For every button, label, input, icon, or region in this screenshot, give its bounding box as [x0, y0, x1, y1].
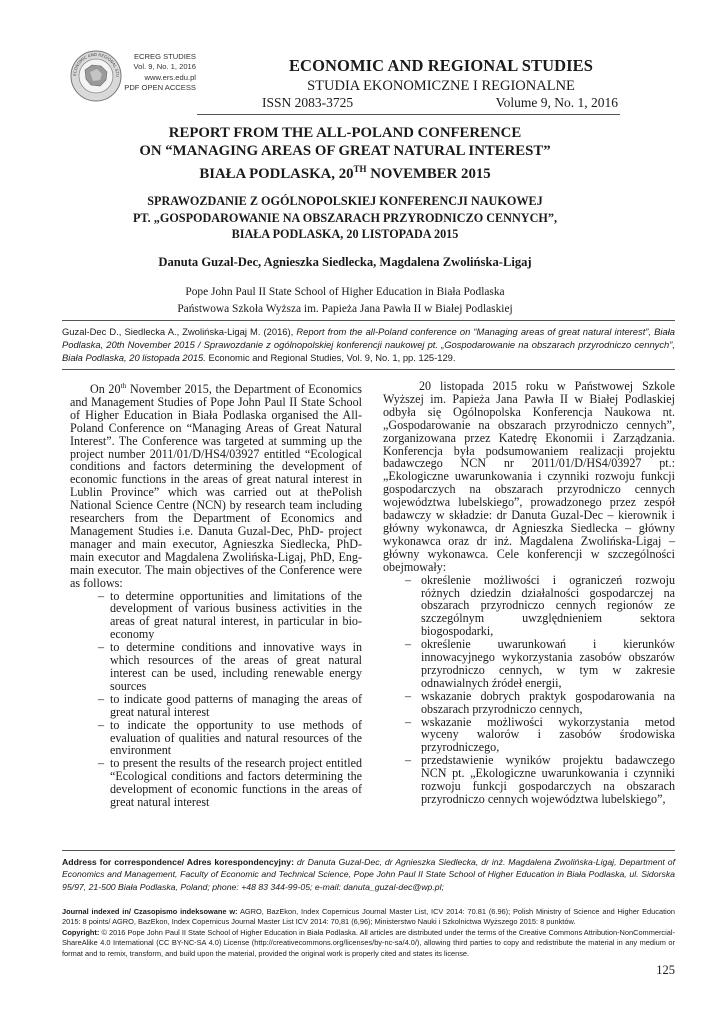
title-line: SPRAWOZDANIE Z OGÓLNOPOLSKIEJ KONFERENCJI NAUKOWEJ: [147, 194, 543, 208]
title-line: ON “MANAGING AREAS OF GREAT NATURAL INTEREST”: [139, 143, 551, 159]
journal-title: ECONOMIC AND REGIONAL STUDIES: [288, 56, 594, 75]
list-item: – przedstawienie wyników projektu badawczego NCN pt. „Ekologiczne uwarunkowania i czynniki rozwoju funkcji gospodarczych na obszarach przyrodniczo cennych województwa lubelskiego”,: [405, 753, 675, 806]
copyright-note: Copyright: © 2016 Pope John Paul II State School of Higher Education in Biała Podlaska. All articles are distributed under the terms of the Creative Commons Attribution-NonCommercial-ShareAlike 4.0 International (CC BY-NC-SA 4.0) License (http://creativecommons.org/licenses/by-nc-sa/4.0/), allowing third parties to copy and redistribute the material in any medium or format and to remix, transform, and build upon the material, provided the original work is properly cited and states its license.: [62, 927, 675, 958]
objectives-list-pl: [383, 574, 675, 806]
meta-line: Vol. 9, No. 1, 2016: [133, 62, 196, 72]
header-divider: [197, 114, 620, 115]
list-item: – wskazanie dobrych praktyk gospodarowania na obszarach przyrodniczo cennych,: [405, 688, 675, 716]
affiliation: [70, 284, 620, 317]
affiliation-en: Pope John Paul II State School of Higher Education in Biała Podlaska: [185, 286, 505, 298]
indexing-and-copyright: [62, 907, 675, 959]
affiliation-pl: Państwowa Szkoła Wyższa im. Papieża Jana Pawła II w Białej Podlaskiej: [177, 302, 513, 315]
svg-text:ECONOMIC AND REGIONAL STUDIES: ECONOMIC AND REGIONAL STU: [71, 51, 121, 78]
list-item: – wskazanie możliwości wykorzystania metod wyceny walorów i zasobów środowiska przyrodniczego,: [405, 714, 675, 755]
article-title-en: [70, 124, 620, 183]
intro-paragraph-pl: 20 listopada 2015 roku w Państwowej Szkole Wyższej im. Papieża Jana Pawła II w Białej Podlaskiej odbyła się Ogólnopolska Konferencja Naukowa nt. „Gospodarowanie na obszarach przyrodniczo cennych”, zorganizowana przez Katedrę Ekonomii i Zarządzania. Konferencja była podsumowaniem realizacji projektu badawczego NCN nr 2011/01/D/HS4/03927 pt.: „Ekologiczne uwarunkowania i czynniki rozwoju funkcji gospodarczych na obszarach przyrodniczo cennych województwa lubelskiego”, prowadzonego przez zespół badawczy w składzie: dr Danuta Guzal-Dec – kierownik i główny wykonawca, dr Agnieszka Siedlecka – główny wykonawca oraz dr inż. Magdalena Zwolińska-Ligaj – główny wykonawca. Cele konferencji w szczególności obejmowały:: [383, 379, 675, 574]
citation-block: Guzal-Dec D., Siedlecka A., Zwolińska-Ligaj M. (2016), Report from the all-Poland conference on “Managing areas of great natural interest”, Biała Podlaska, 20th November 2015 / Sprawozdanie z ogólnopolskiej konferencji naukowej pt. „Gospodarowanie na obszarach przyrodniczo cennych”, Biała Podlaska, 20 listopada 2015. Economic and Regional Studies, Vol. 9, No. 1, pp. 125-129.: [62, 326, 675, 364]
objectives-list-en: [70, 590, 362, 809]
page-number: 125: [656, 963, 675, 977]
title-line: BIAŁA PODLASKA, 20TH NOVEMBER 2015: [199, 164, 491, 182]
list-item: – to determine opportunities and limitations of the development of various business activities in the areas of great natural interest, in particular in bio-economy: [98, 588, 362, 642]
article-title-pl: [70, 193, 620, 243]
meta-line[interactable]: www.ers.edu.pl: [144, 72, 196, 82]
meta-line: PDF OPEN ACCESS: [124, 83, 196, 93]
citation-divider-top: [62, 320, 675, 321]
issn: ISSN 2083-3725: [262, 95, 354, 110]
list-item: – to indicate the opportunity to use methods of evaluation of qualities and natural resources of the environment: [98, 717, 362, 758]
body-column-en: [70, 380, 362, 809]
list-item: – to indicate good patterns of managing the areas of great natural interest: [98, 691, 362, 719]
list-item: – określenie uwarunkowań i kierunków innowacyjnego wykorzystania zasobów obszarów przyrodniczo cennych, w tym w zakresie odnawialnych źródeł energii,: [405, 637, 675, 690]
citation-divider-bottom: [62, 369, 675, 370]
authors: Danuta Guzal-Dec, Agnieszka Siedlecka, Magdalena Zwolińska-Ligaj: [158, 255, 532, 269]
indexing-note: Journal indexed in/ Czasopismo indeksowane w: AGRO, BazEkon, Index Copernicus Journal Master List, ICV 2014: 70.81 (6.96); Polish Ministry of Science and Higher Education 2015: 8 points/ AGRO, BazEkon, Index Copernicus Journal Master List ICV 2014: 70,81 (6,96); Ministerstwo Nauki i Szkolnictwa Wyższego 2015: 8 punktów.: [62, 907, 675, 927]
title-line: PT. „GOSPODAROWANIE NA OBSZARACH PRZYRODNICZO CENNYCH”,: [132, 210, 557, 225]
footer-divider: [62, 850, 675, 851]
volume-info: Volume 9, No. 1, 2016: [495, 95, 618, 110]
title-line: BIAŁA PODLASKA, 20 LISTOPADA 2015: [231, 227, 459, 241]
list-item: – określenie możliwości i ograniczeń rozwoju różnych dziedzin działalności gospodarczej na obszarach przyrodniczo cennych regionów ze szczególnym uwzględnieniem sektora biogospodarki,: [405, 572, 675, 639]
journal-subtitle: STUDIA EKONOMICZNE I REGIONALNE: [307, 78, 575, 94]
list-item: – to determine conditions and innovative ways in which resources of the areas of great natural interest can be used, including renewable energy sources: [98, 640, 362, 693]
meta-line: ECREG STUDIES: [133, 52, 196, 61]
journal-meta: [124, 52, 196, 94]
body-column-pl: [383, 380, 675, 806]
intro-paragraph-en: On 20th November 2015, the Department of Economics and Management Studies of Pope John Paul II State School of Higher Education in Biała Podlaska organised the All-Poland Conference on “Managing Areas of Great Natural Interest”. The Conference was targeted at summing up the project number 2011/01/D/HS4/03927 entitled “Ecological conditions and factors determining the development of economic functions in the areas of great natural interest in Lublin Province” which was carried out at thePolish National Science Centre (NCN) by research team including researchers from the Department of Economics and Management Studies i.e. Danuta Guzal-Dec, PhD- project manager and main executor, Agnieszka Siedlecka, PhD- main executor and Magdalena Zwolińska-Ligaj, PhD, Eng- main executor. The main objectives of the Conference were as follows:: [70, 381, 362, 590]
correspondence-address: Address for correspondence/ Adres korespondencyjny: dr Danuta Guzal-Dec, dr Agnieszka Siedlecka, dr inż. Magdalena Zwolińska-Ligaj, Department of Economics and Management, Faculty of Economic and Technical Science, Pope John Paul II State School of Higher Education in Biała Podlaska, ul. Sidorska 95/97, 21-500 Biała Podlaska, Poland; phone: +48 83 344-99-05; e-mail: danuta_guzal-dec@wp.pl;: [62, 857, 675, 892]
journal-seal-logo: [70, 50, 122, 102]
list-item: – to present the results of the research project entitled “Ecological conditions and factors determining the development of economic functions in the areas of great natural interest: [98, 756, 362, 810]
title-line: REPORT FROM THE ALL-POLAND CONFERENCE: [168, 125, 522, 141]
